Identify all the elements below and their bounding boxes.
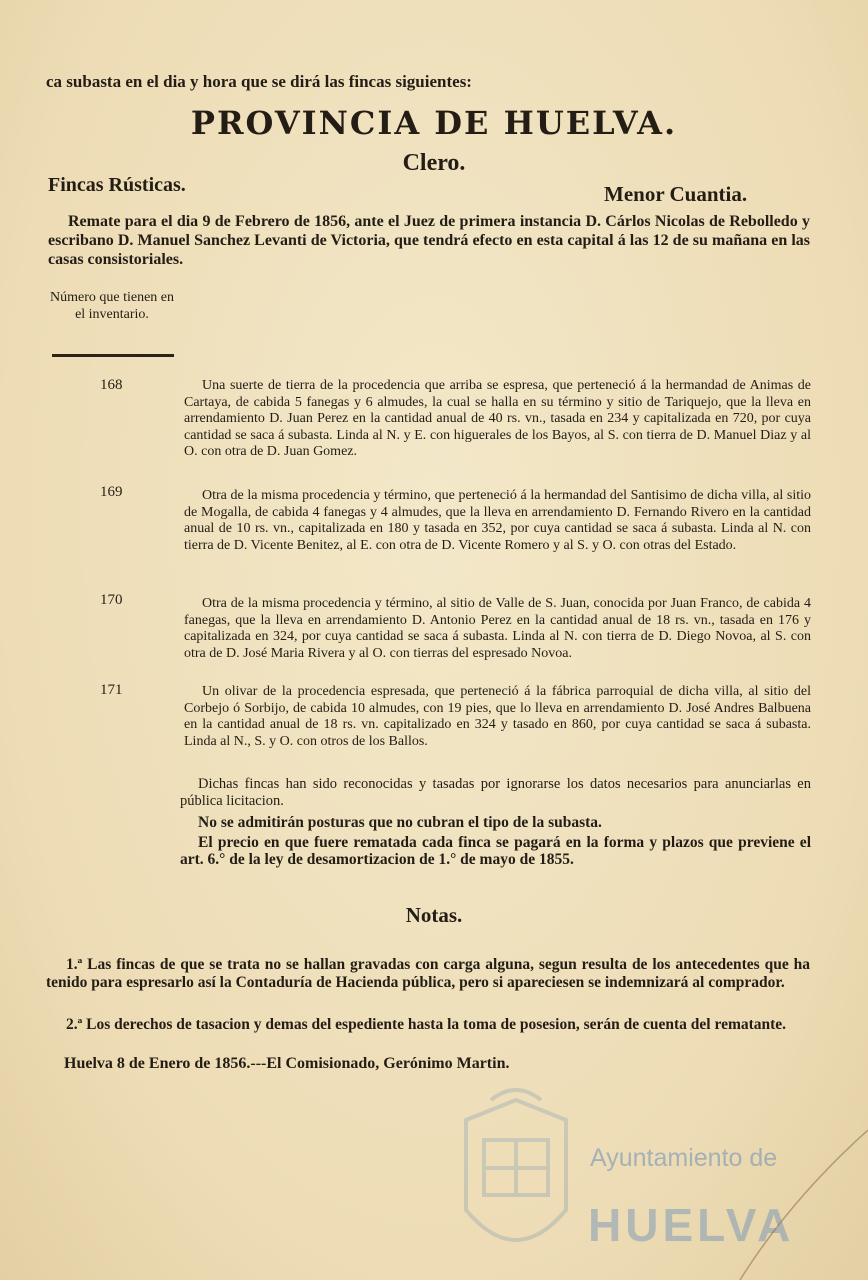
entry-text: Una suerte de tierra de la procedencia que arriba se espresa, que perteneció á la hermandad de Animas de Cartaya, de cabida 5 fanegas y 6 almudes, la cual se halla en su término y sitio de Tariquejo, que la lleva en arrendamiento D. Juan Perez en la cantidad anual de 40 rs. vn., tasada en 234 y capitalizada en 720, por cuya cantidad se saca á subasta. Linda al N. y E. con higuerales de los Bayos, al S. con tierra de D. Manuel Diaz y al O. con otra de D. Juan Gomez. [184, 378, 811, 460]
section-heading: Clero. [402, 150, 466, 176]
category-right: Menor Cuantia. [604, 182, 748, 206]
entry-number: 171 [100, 682, 123, 698]
watermark-line2: HUELVA [588, 1199, 795, 1251]
watermark-line1: Ayuntamiento de [590, 1144, 778, 1172]
notes-title: Notas. [405, 903, 463, 927]
no-admitiran-paragraph: No se admitirán posturas que no cubran el tipo de la subasta. [198, 814, 602, 831]
column-rule [52, 354, 174, 357]
entry-text: Otra de la misma procedencia y término, que perteneció á la hermandad del Santisimo de dicha villa, al sitio de Mogalla, de cabida 4 fanegas y 4 almudes, que la lleva en arrendamiento D. Fernando Rivero en la cantidad anual de 10 rs. vn., capitalizada en 180 y tasada en 352, por cuya cantidad se saca á subasta. Linda al N. con tierra de D. Vicente Benitez, al E. con otra de D. Vicente Romero y al S. y O. con otras del Estado. [184, 488, 811, 553]
signature-line: Huelva 8 de Enero de 1856.---El Comisionado, Gerónimo Martin. [64, 1055, 510, 1072]
entry-number: 170 [100, 592, 123, 608]
remate-paragraph: Remate para el dia 9 de Febrero de 1856, ante el Juez de primera instancia D. Cárlos Nicolas de Rebolledo y escribano D. Manuel Sanchez Levanti de Victoria, que tendrá efecto en esta capital á las 12 de su mañana en las casas consistoriales. [48, 213, 810, 268]
precio-paragraph: El precio en que fuere rematada cada finca se pagará en la forma y plazos que previene el art. 6.° de la ley de desamortizacion de 1.° de mayo de 1855. [180, 834, 811, 868]
entry-number: 168 [100, 377, 123, 393]
paper-fold-crease [640, 1110, 868, 1280]
category-left: Fincas Rústicas. [48, 174, 186, 196]
reconocidas-paragraph: Dichas fincas han sido reconocidas y tasadas por ignorarse los datos necesarios para anunciarlas en pública licitacion. [180, 776, 811, 809]
province-heading: PROVINCIA DE HUELVA. [190, 104, 678, 142]
intro-line: ca subasta en el dia y hora que se dirá las fincas siguientes: [46, 72, 472, 91]
note-item: 1.ª Las fincas de que se trata no se hallan gravadas con carga alguna, segun resulta de los antecedentes que ha tenido para espresarlo así la Contaduría de Hacienda pública, pero si apareciesen se indemnizará al comprador. [46, 956, 810, 991]
entry-number: 169 [100, 484, 123, 500]
note-item: 2.ª Los derechos de tasacion y demas del espediente hasta la toma de posesion, serán de cuenta del rematante. [66, 1016, 787, 1033]
column-header: Número que tienen en el inventario. [50, 290, 175, 322]
entry-text: Un olivar de la procedencia espresada, que perteneció á la fábrica parroquial de dicha villa, al sitio del Corbejo ó Sorbijo, de cabida 10 almudes, con 19 pies, que lo lleva en arrendamiento D. José Andres Balbuena en la cantidad anual de 18 rs. vn. capitalizado en 324 y tasado en 860, por cuya cantidad se saca á subasta. Linda al N., S. y O. con otros de los Ballos. [184, 684, 811, 749]
entry-text: Otra de la misma procedencia y término, al sitio de Valle de S. Juan, conocida por Juan Franco, de cabida 4 fanegas, que la lleva en arrendamiento D. Antonio Perez en la cantidad anual de 18 rs. vn., tasada en 176 y capitalizada en 324, por cuya cantidad se saca á subasta. Linda al N. con tierra de D. Diego Novoa, al S. con otra de D. José Maria Rivera y al O. con tierras del espresado Novoa. [184, 596, 811, 661]
